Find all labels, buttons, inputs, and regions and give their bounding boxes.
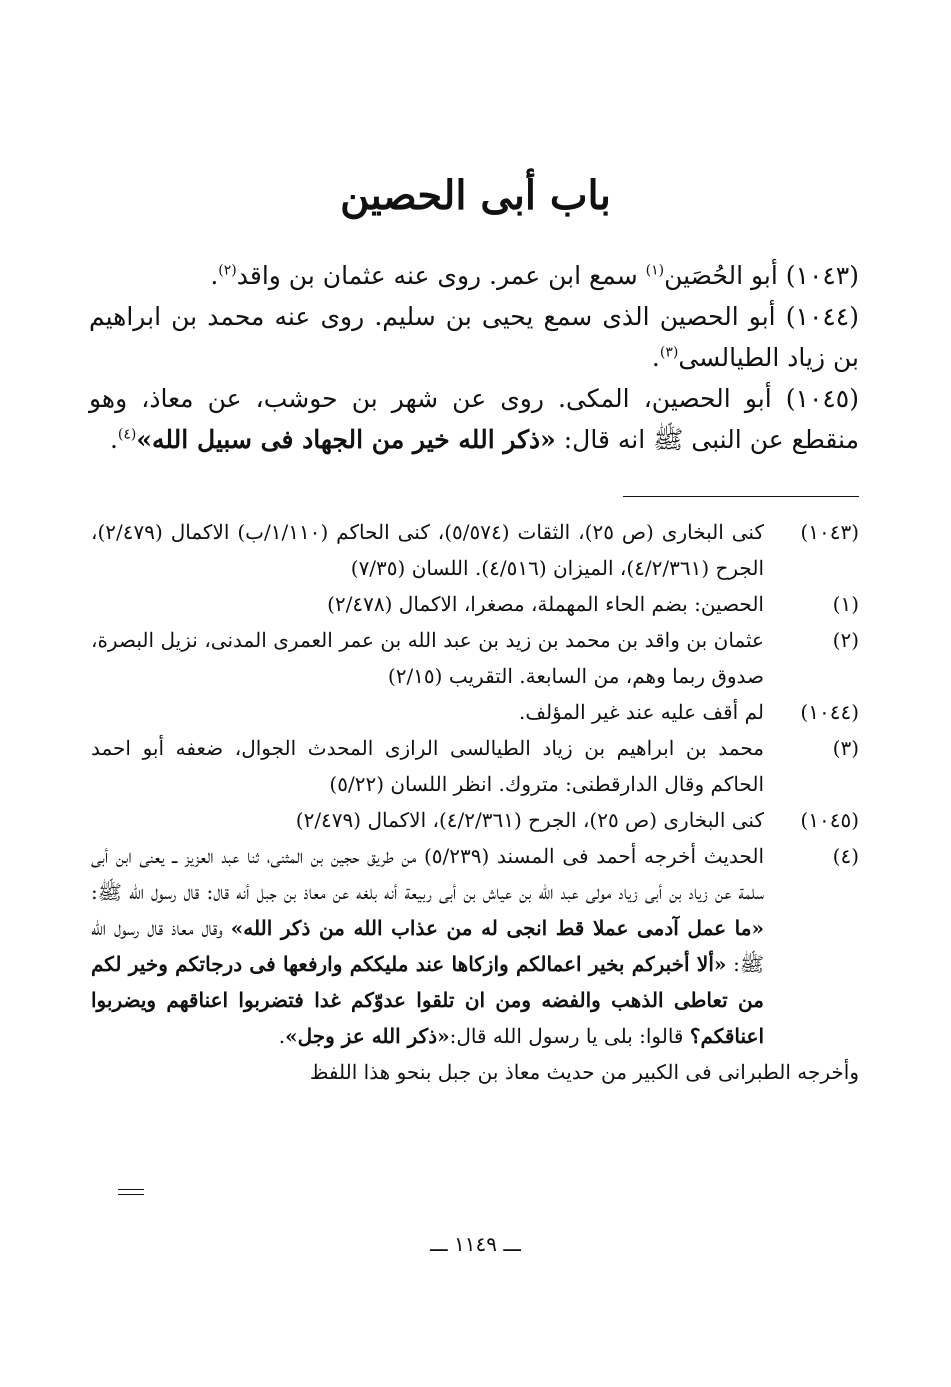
entry-text: .: [210, 261, 219, 290]
hadith-quote: «ذكر الله خير من الجهاد فى سبيل الله»: [136, 425, 556, 454]
entry-1044: [89, 296, 859, 378]
footnote-text: لم أقف عليه عند غير المؤلف.: [518, 700, 764, 724]
footnote-ref: (٣): [659, 344, 679, 361]
footnote-ref: (٤): [117, 426, 137, 443]
footnote: [91, 622, 859, 694]
hadith-quote: «ذكر الله عز وجل»: [285, 1024, 450, 1048]
footnote-number: (١): [832, 592, 859, 616]
entry-1045: [89, 378, 859, 460]
footnote-text: عثمان بن واقد بن محمد بن زيد بن عبد الله بن عمر العمرى المدنى، نزيل البصرة، صدوق ربما وهم، من السابعة. التقريب (٢/١٥): [91, 628, 764, 688]
footnote-ref: (١): [645, 262, 665, 279]
main-text: [89, 255, 859, 460]
footnote-text: الحصين: بضم الحاء المهملة، مصغرا، الاكمال (٢/٤٧٨): [327, 592, 764, 616]
footnotes: [91, 514, 859, 1090]
footnote-number: (١٠٤٤): [800, 700, 859, 724]
footnote-number: (١٠٤٥): [800, 808, 859, 832]
footnote-text: محمد بن ابراهيم بن زياد الطيالسى الرازى المحدث الجوال، ضعفه أبو احمد الحاكم وقال الدارقطنى: متروك. انظر اللسان (٥/٢٢): [91, 736, 764, 796]
footnote: [91, 838, 859, 1054]
footnote-number: (٢): [832, 628, 859, 652]
footnote-segment: الحديث أخرجه أحمد فى المسند (٥/٢٣٩) من طريق حجين بن المثنى، ثنا عبد العزيز ــ يعنى ابن أبى سلمة عن زياد بن أبى زياد مولى عبد الله بن عياش بن أبى ربيعة أنه بلغه عن معاذ بن جبل أنه قال: قال رسول الله ﷺ:: [91, 844, 765, 904]
footnote-segment: قالوا: بلى يا رسول الله قال:: [449, 1024, 690, 1048]
footnote-number: (٣): [832, 736, 859, 760]
footnote-text: [91, 838, 764, 1054]
footnote: [91, 802, 859, 838]
footnote-text: كنى البخارى (ص ٢٥)، الثقات (٥/٥٧٤)، كنى الحاكم (١/١١٠/ب) الاكمال (٢/٤٧٩)، الجرح (٤/٢/٣٦١)، الميزان (٤/٥١٦). اللسان (٧/٣٥): [91, 520, 764, 580]
footnote: [91, 514, 859, 586]
hadith-quote: «ألا أخبركم بخير اعمالكم وازكاها عند مليككم وارفعها فى درجاتكم وخير لكم من تعاطى الذهب والفضه ومن ان تلقوا عدوّكم غدا فتضربوا اعناقهم ويضربوا اعناقكم؟: [91, 952, 764, 1048]
footnote-segment: وقال معاذ قال رسول الله ﷺ:: [91, 916, 764, 976]
continuation-mark: [118, 1189, 144, 1195]
page-number: ـــ ١١٤٩ ـــ: [430, 1232, 521, 1256]
footnote-continuation: وأخرجه الطبرانى فى الكبير من حديث معاذ بن جبل بنحو هذا اللفظ: [309, 1060, 859, 1084]
entry-text: (١٠٤٥) أبو الحصين، المكى. روى عن شهر بن حوشب، عن معاذ، وهو منقطع عن النبى ﷺ انه قال:: [89, 384, 859, 454]
entry-text: سمع ابن عمر. روى عنه عثمان بن واقد: [236, 261, 646, 290]
entry-1043: [89, 255, 859, 296]
footnote: [91, 730, 859, 802]
footnote-ref: (٢): [218, 262, 237, 279]
entry-text: (١٠٤٤) أبو الحصين الذى سمع يحيى بن سليم. روى عنه محمد بن ابراهيم بن زياد الطيالسى: [89, 302, 859, 372]
entry-text: (١٠٤٣) أبو الحُصَين: [664, 261, 859, 290]
footnote-number: (١٠٤٣): [800, 520, 859, 544]
chapter-title: باب أبى الحصين: [340, 172, 611, 219]
footnote-segment: .: [278, 1024, 286, 1048]
footnote: [91, 586, 859, 622]
entry-text: .: [651, 343, 660, 372]
hadith-quote: «ما عمل آدمى عملا قط انجى له من عذاب الله من ذكر الله»: [230, 916, 764, 940]
footnote-separator: [623, 496, 859, 497]
entry-text: .: [109, 425, 118, 454]
footnote-number: (٤): [832, 844, 859, 868]
footnote-text: كنى البخارى (ص ٢٥)، الجرح (٤/٢/٣٦١)، الاكمال (٢/٤٧٩): [295, 808, 764, 832]
footnote: [91, 694, 859, 730]
